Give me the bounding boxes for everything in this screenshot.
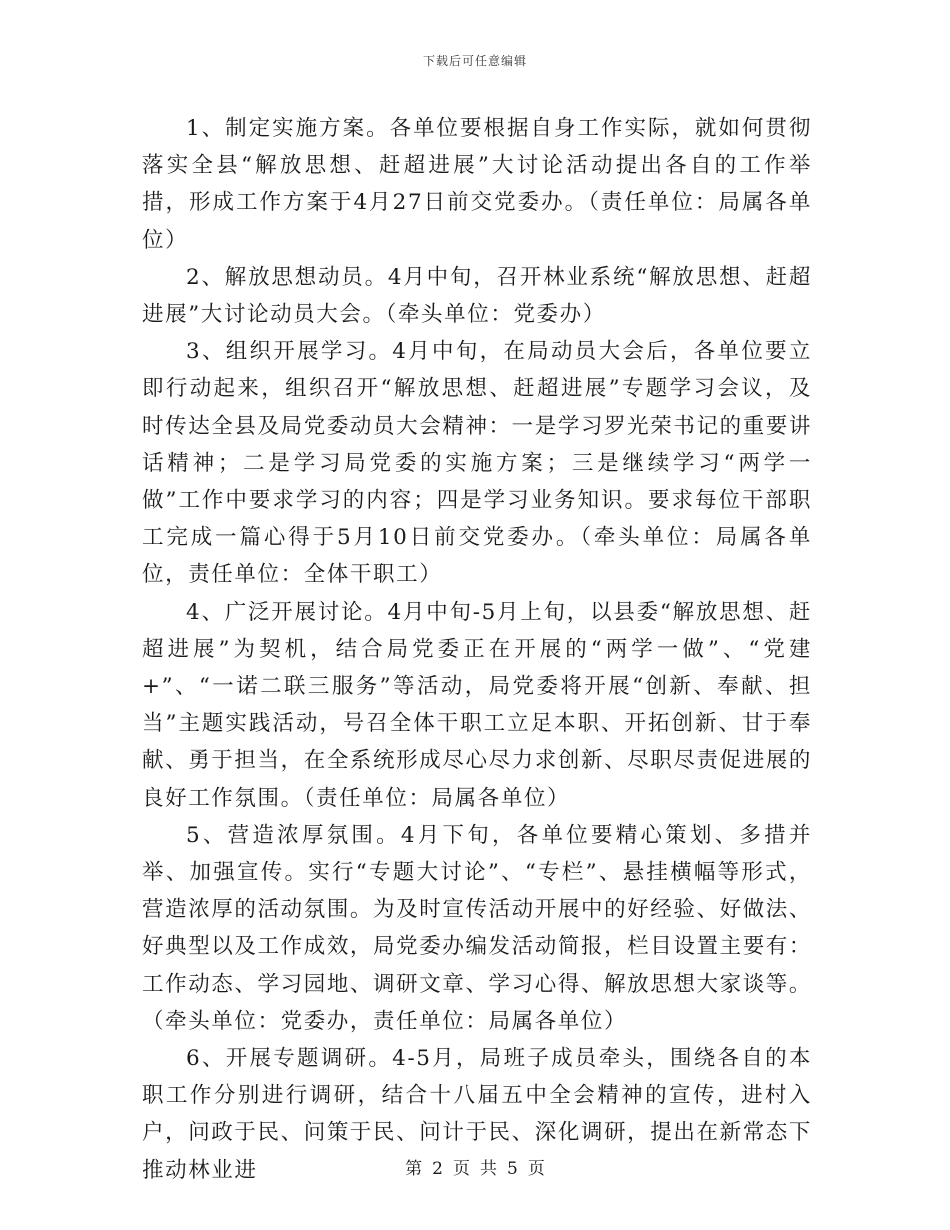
paragraph-item-1: 1、制定实施方案。各单位要根据自身工作实际，就如何贯彻落实全县“解放思想、赶超进展”大讨论活动提出各自的工作举措，形成工作方案于4月27日前交党委办。（责任单位：局属各单位） (142, 116, 812, 253)
paragraph-item-2: 2、解放思想动员。4月中旬，召开林业系统“解放思想、赶超进展”大讨论动员大会。（牵头单位：党委办） (142, 264, 812, 328)
footer-total-pages: 5 (507, 1159, 518, 1179)
paragraph-item-4: 4、广泛开展讨论。4月中旬-5月上旬，以县委“解放思想、赶超进展”为契机，结合局党委正在开展的“两学一做”、“党建+”、“一诺二联三服务”等活动，局党委将开展“创新、奉献、担当”主题实践活动，号召全体干职工立足本职、开拓创新、甘于奉献、勇于担当，在全系统形成尽心尽力求创新、尽职尽责促进展的良好工作氛围。（责任单位：局属各单位） (142, 599, 812, 811)
footer-current-page: 2 (432, 1159, 443, 1179)
footer-prefix: 第 (405, 1159, 423, 1179)
paragraph-item-3: 3、组织开展学习。4月中旬，在局动员大会后，各单位要立即行动起来，组织召开“解放思想、赶超进展”专题学习会议，及时传达全县及局党委动员大会精神：一是学习罗光荣书记的重要讲话精神；二是学习局党委的实施方案；三是继续学习“两学一做”工作中要求学习的内容；四是学习业务知识。要求每位干部职工完成一篇心得于5月10日前交党委办。（牵头单位：局属各单位，责任单位：全体干职工） (142, 339, 812, 588)
paragraph-item-5: 5、营造浓厚氛围。4月下旬，各单位要精心策划、多措并举、加强宣传。实行“专题大讨论”、“专栏”、悬挂横幅等形式，营造浓厚的活动氛围。为及时宣传活动开展中的好经验、好做法、好典型以及工作成效，局党委办编发活动简报，栏目设置主要有：工作动态、学习园地、调研文章、学习心得、解放思想大家谈等。（牵头单位：党委办，责任单位：局属各单位） (142, 822, 812, 1034)
page-header: 下载后可任意编辑 (422, 54, 527, 68)
document-body (142, 110, 812, 1189)
footer-suffix: 页 (527, 1159, 545, 1179)
footer-page-word: 页 (453, 1159, 470, 1179)
footer-total-word: 共 (480, 1159, 497, 1179)
page-footer (0, 1154, 950, 1179)
paragraph-item-6: 6、开展专题调研。4-5月，局班子成员牵头，围绕各自的本职工作分别进行调研，结合十八届五中全会精神的宣传，进村入户，问政于民、问策于民、问计于民、深化调研，提出在新常态下推动林业进 (142, 1046, 812, 1183)
